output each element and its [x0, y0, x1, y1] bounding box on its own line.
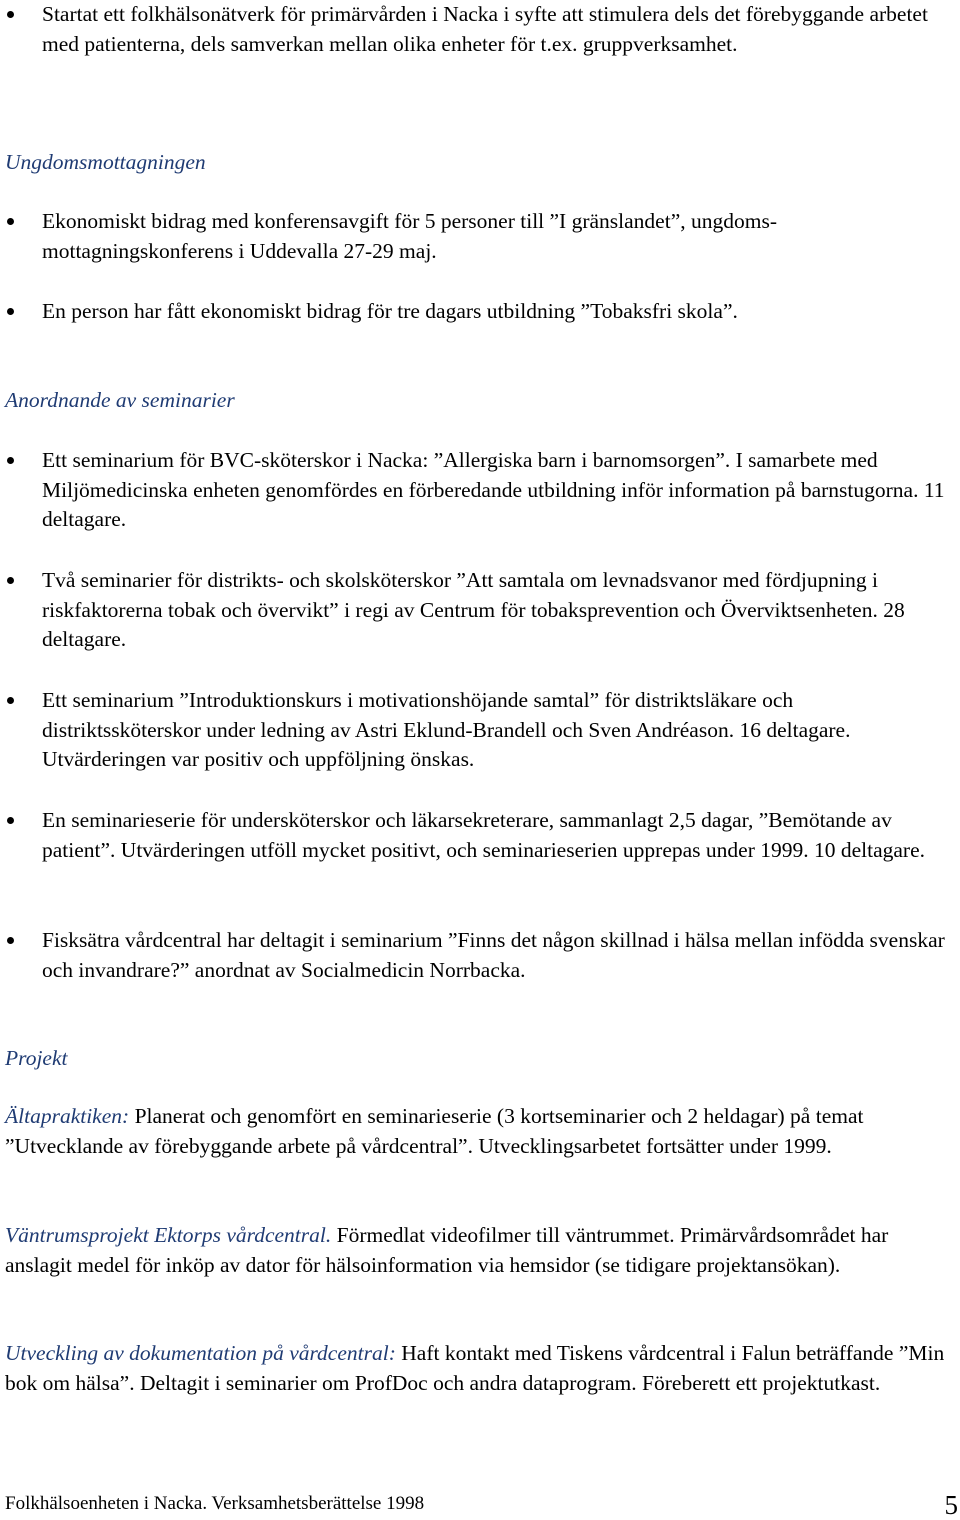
section-heading-projekt: Projekt: [5, 1046, 68, 1070]
ungdom-bullet-item: [42, 207, 952, 266]
bullet-text: Ekonomiskt bidrag med konferensavgift för 5 personer till ”I gränslandet”, ungdoms-mottagningskonferens i Uddevalla 27-29 maj.: [42, 209, 777, 263]
bullet-icon: [7, 11, 14, 18]
bullet-text: En person har fått ekonomiskt bidrag för tre dagars utbildning ”Tobaksfri skola”.: [42, 299, 738, 323]
bullet-icon: [7, 308, 14, 315]
bullet-text: Fisksätra vårdcentral har deltagit i seminarium ”Finns det någon skillnad i hälsa mellan infödda svenskar och invandrare?” anordnat av Socialmedicin Norrbacka.: [42, 928, 945, 982]
seminarier-bullet-item: [42, 686, 952, 775]
bullet-icon: [7, 457, 14, 464]
intro-bullet-item: [42, 0, 952, 59]
paragraph-lead: Utveckling av dokumentation på vårdcentral:: [5, 1341, 396, 1365]
projekt-paragraph: [5, 1339, 955, 1398]
seminarier-bullet-item: [42, 446, 952, 535]
bullet-text: Startat ett folkhälsonätverk för primärvården i Nacka i syfte att stimulera dels det förebyggande arbetet med patienterna, dels samverkan mellan olika enheter för t.ex. gruppverksamhet.: [42, 2, 928, 56]
paragraph-text: Förmedlat videofilmer till väntrummet. Primärvårdsområdet har anslagit medel för inköp av dator för hälsoinformation via hemsidor (se tidigare projektansökan).: [5, 1223, 889, 1277]
seminarier-bullet-item: [42, 926, 952, 985]
paragraph-text: Planerat och genomfört en seminarieserie (3 kortseminarier och 2 heldagar) på temat ”Utvecklande av förebyggande arbete på vårdcentral”. Utvecklingsarbetet fortsätter under 1999.: [5, 1104, 864, 1158]
bullet-text: Ett seminarium ”Introduktionskurs i motivationshöjande samtal” för distriktsläkare och distriktssköterskor under ledning av Astri Eklund-Brandell och Sven Andréason. 16 deltagare. Utvärderingen var positiv och uppföljning önskas.: [42, 688, 851, 771]
ungdom-bullet-item: [42, 297, 952, 327]
bullet-icon: [7, 218, 14, 225]
page-footer: Folkhälsoenheten i Nacka. Verksamhetsberättelse 1998: [5, 1493, 425, 1514]
projekt-paragraph: [5, 1221, 955, 1280]
bullet-icon: [7, 937, 14, 944]
bullet-text: En seminarieserie för undersköterskor och läkarsekreterare, sammanlagt 2,5 dagar, ”Bemötande av patient”. Utvärderingen utföll mycket positivt, och seminarieserien upprepas under 1999. 10 deltagare.: [42, 808, 926, 862]
bullet-text: Två seminarier för distrikts- och skolsköterskor ”Att samtala om levnadsvanor med fördjupning i riskfaktorerna tobak och övervikt” i regi av Centrum för tobaksprevention och Överviktsenheten. 28 deltagare.: [42, 568, 905, 651]
section-heading-seminarier: Anordnande av seminarier: [5, 388, 235, 412]
seminarier-bullet-item: [42, 566, 952, 655]
bullet-icon: [7, 697, 14, 704]
page-number: 5: [944, 1490, 958, 1520]
bullet-icon: [7, 577, 14, 584]
paragraph-lead: Ältapraktiken:: [5, 1104, 130, 1128]
seminarier-bullet-item: [42, 806, 952, 865]
paragraph-text: Haft kontakt med Tiskens vårdcentral i Falun beträffande ”Min bok om hälsa”. Deltagit i seminarier om ProfDoc och andra dataprogram. Föreberett ett projektutkast.: [5, 1341, 945, 1395]
projekt-paragraph: [5, 1102, 955, 1161]
bullet-text: Ett seminarium för BVC-sköterskor i Nacka: ”Allergiska barn i barnomsorgen”. I samarbete med Miljömedicinska enheten genomfördes en förberedande utbildning inför information på barnstugorna. 11 deltagare.: [42, 448, 945, 531]
paragraph-lead: Väntrumsprojekt Ektorps vårdcentral.: [5, 1223, 332, 1247]
bullet-icon: [7, 817, 14, 824]
section-heading-ungdomsmottagningen: Ungdomsmottagningen: [5, 150, 206, 174]
